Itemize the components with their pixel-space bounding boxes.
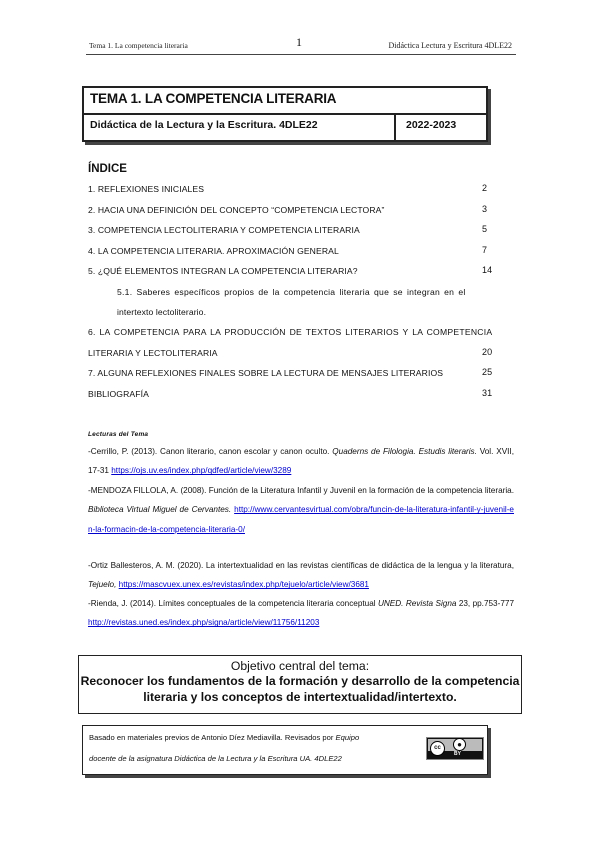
reading-source: Quaderns de Filologia. Estudis literaris.: [332, 447, 477, 456]
objective-heading: Objetivo central del tema:: [230, 659, 370, 673]
credits-text: Basado en materiales previos de Antonio Díez Mediavilla. Revisados por: [89, 733, 334, 742]
toc-page-3: 5: [482, 224, 488, 234]
credits-box: [82, 725, 488, 775]
credits-italic-2: docente de la asignatura Didáctica de la Lectura y la Escritura UA. 4DLE22: [89, 754, 342, 763]
cc-license-badge[interactable]: [426, 737, 484, 760]
toc-entry-bibliography[interactable]: BIBLIOGRAFÍA: [88, 389, 149, 399]
reading-source: Biblioteca Virtual Miguel de Cervantes.: [88, 505, 232, 515]
toc-entry-1[interactable]: 1. REFLEXIONES INICIALES: [88, 184, 205, 194]
toc-page-bibliography: 31: [482, 388, 493, 398]
cc-icon: cc: [430, 741, 445, 756]
reading-source: Tejuelo,: [88, 580, 117, 590]
toc-page-2: 3: [482, 204, 488, 214]
by-person-icon: ●: [453, 738, 466, 751]
reading-source: UNED. Revista Signa: [377, 599, 457, 608]
toc-entry-7[interactable]: 7. ALGUNA REFLEXIONES FINALES SOBRE LA LECTURA DE MENSAJES LITERARIOS: [88, 368, 444, 378]
reading-text-extra: Vol. XVII, 17-31: [88, 447, 514, 476]
toc-page-1: 2: [482, 183, 488, 193]
credits-line-1: [89, 733, 419, 742]
toc-entry-4[interactable]: 4. LA COMPETENCIA LITERARIA. APROXIMACIÓN GENERAL: [88, 246, 339, 256]
header-rule: [86, 54, 516, 55]
objective-box: [78, 655, 522, 714]
reading-text: -Ortiz Ballesteros, A. M. (2020). La intertextualidad en las revistas científicas de didáctica de la lengua y la literatura,: [88, 561, 514, 570]
objective-body: Reconocer los fundamentos de la formación y desarrollo de la competencia literaria y los conceptos de intertextualidad/intertexto.: [80, 674, 520, 704]
reading-cerrillo: [88, 442, 514, 481]
reading-text-extra: 23, pp.753-777: [458, 599, 514, 608]
reading-text: -MENDOZA FILLOLA, A. (2008). Función de la Literatura Infantil y Juvenil en la formación de la competencia literaria.: [88, 486, 514, 495]
credits-line-2: [89, 754, 342, 763]
toc-page-7: 25: [482, 367, 493, 377]
title-row: [84, 88, 486, 115]
reading-rienda: [88, 594, 514, 633]
toc-entry-6-cont: LITERARIA Y LECTOLITERARIA: [88, 348, 218, 358]
page-number: 1: [296, 35, 302, 49]
readings-heading: Lecturas del Tema: [88, 431, 149, 438]
toc-entry-5[interactable]: 5. ¿QUÉ ELEMENTOS INTEGRAN LA COMPETENCIA LITERARIA?: [88, 266, 358, 276]
toc-entry-2[interactable]: 2. HACIA UNA DEFINICIÓN DEL CONCEPTO “COMPETENCIA LECTORA”: [88, 205, 385, 215]
reading-link[interactable]: https://ojs.uv.es/index.php/qdfed/article/view/3289: [111, 466, 292, 476]
reading-text: -Cerrillo, P. (2013). Canon literario, canon escolar y canon oculto.: [88, 447, 330, 456]
title-box: [82, 86, 488, 142]
toc-entry-3[interactable]: 3. COMPETENCIA LECTOLITERARIA Y COMPETENCIA LITERARIA: [88, 225, 360, 235]
reading-link[interactable]: http://revistas.uned.es/index.php/signa/article/view/11756/11203: [88, 618, 320, 628]
document-title: TEMA 1. LA COMPETENCIA LITERARIA: [90, 91, 337, 106]
toc-entry-5-1[interactable]: 5.1. Saberes específicos propios de la competencia literaria que se integran en el: [117, 287, 466, 297]
reading-mendoza: [88, 481, 514, 539]
toc-page-4: 7: [482, 245, 488, 255]
by-label: BY: [454, 751, 461, 757]
credits-italic: Equipo: [335, 733, 360, 742]
toc-entry-5-1-cont: intertexto lectoliterario.: [117, 307, 207, 317]
toc-page-5: 14: [482, 265, 493, 275]
toc-entry-6[interactable]: 6. LA COMPETENCIA PARA LA PRODUCCIÓN DE TEXTOS LITERARIOS Y LA COMPETENCIA: [88, 327, 493, 337]
academic-year: 2022-2023: [406, 119, 457, 131]
index-heading: ÍNDICE: [88, 163, 127, 175]
reading-ortiz: [88, 556, 514, 595]
subject-label: Didáctica de la Lectura y la Escritura. 4DLE22: [90, 119, 318, 131]
reading-link[interactable]: https://mascvuex.unex.es/revistas/index.php/tejuelo/article/view/3681: [118, 580, 369, 590]
toc-page-6: 20: [482, 347, 493, 357]
running-header-right: Didáctica Lectura y Escritura 4DLE22: [388, 41, 512, 50]
title-box-divider: [394, 113, 396, 140]
reading-text: -Rienda, J. (2014). Límites conceptuales de la competencia literaria conceptual: [88, 599, 376, 608]
running-header-left: Tema 1. La competencia literaria: [89, 41, 188, 50]
reading-link[interactable]: http://www.cervantesvirtual.com/obra/funcin-de-la-literatura-infantil-y-juvenil-en-la-formacin-de-la-competencia-literaria-0/: [88, 505, 514, 534]
